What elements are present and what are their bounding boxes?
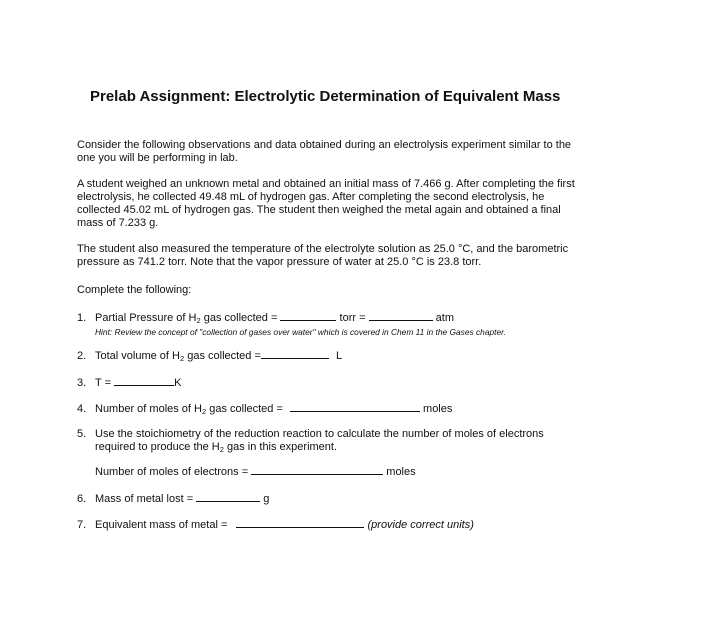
unit-label: atm <box>435 312 454 324</box>
question-label: gas collected = <box>184 350 261 362</box>
question-label: Partial Pressure of H <box>95 312 197 324</box>
question-label: gas collected = <box>200 312 278 324</box>
question-number: 1. <box>77 312 87 324</box>
question-label: Equivalent mass of metal = <box>95 519 228 531</box>
question-label: Number of moles of electrons = <box>95 466 249 478</box>
intro-paragraph: Consider the following observations and data obtained during an electrolysis experiment similar to the one you will be performing in lab. <box>77 139 572 164</box>
data-paragraph: A student weighed an unknown metal and obtained an initial mass of 7.466 g. After completing the first electrolysis, he collected 49.48 mL of hydrogen gas. After completing the second electrolysis, he collected 45.02 mL of hydrogen gas. The student then weighed the metal again and obtained a final mass of 7.233 g. <box>77 178 575 229</box>
hint-text: Hint: Review the concept of "collection of gases over water" which is covered in Chem 11 in the Gases chapter. <box>95 327 506 337</box>
question-label: Mass of metal lost = <box>95 493 194 505</box>
question-label: gas collected = <box>206 403 283 415</box>
question-7 <box>77 517 474 532</box>
question-5-text: Use the stoichiometry of the reduction reaction to calculate the number of moles of electrons required to produce the $H_2$ gas in this experiment. <box>95 428 544 454</box>
question-1 <box>77 310 454 327</box>
unit-label: K <box>174 377 182 389</box>
complete-heading: Complete the following: <box>77 284 192 296</box>
answer-blank[interactable] <box>236 517 364 528</box>
conditions-paragraph: The student also measured the temperature of the electrolyte solution as 25.0 °C, and the barometric pressure as 741.2 torr. Note that the vapor pressure of water at 25.0 °C is 23.8 torr. <box>77 243 569 268</box>
question-4 <box>77 401 452 418</box>
subscript: 2 <box>219 445 224 454</box>
question-number: 6. <box>77 493 87 505</box>
answer-blank-torr[interactable] <box>280 310 336 321</box>
answer-blank[interactable] <box>251 464 383 475</box>
question-5-answer <box>95 464 416 479</box>
answer-blank[interactable] <box>290 401 420 412</box>
question-2 <box>77 348 342 365</box>
subscript: 2 <box>196 316 201 325</box>
answer-blank[interactable] <box>261 348 329 359</box>
unit-label: torr = <box>339 312 366 324</box>
question-number: 7. <box>77 519 87 531</box>
question-3 <box>77 375 181 390</box>
answer-blank[interactable] <box>196 491 260 502</box>
answer-blank-atm[interactable] <box>369 310 433 321</box>
unit-label: moles <box>386 466 416 478</box>
question-6 <box>77 491 269 506</box>
question-number: 2. <box>77 350 87 362</box>
question-number: 4. <box>77 403 87 415</box>
subscript: 2 <box>179 354 185 363</box>
unit-label: g <box>263 493 270 505</box>
answer-blank[interactable] <box>114 375 174 386</box>
unit-label: L <box>335 350 343 362</box>
question-label: T = <box>95 377 112 389</box>
question-number: 3. <box>77 377 87 389</box>
subscript: 2 <box>201 407 207 416</box>
question-5-number: 5. <box>77 428 87 440</box>
unit-label: (provide correct units) <box>367 519 474 531</box>
question-label: Number of moles of H <box>95 403 202 415</box>
page-title: Prelab Assignment: Electrolytic Determination of Equivalent Mass <box>90 88 561 105</box>
question-label: Total volume of H <box>95 350 180 362</box>
unit-label: moles <box>423 403 453 415</box>
